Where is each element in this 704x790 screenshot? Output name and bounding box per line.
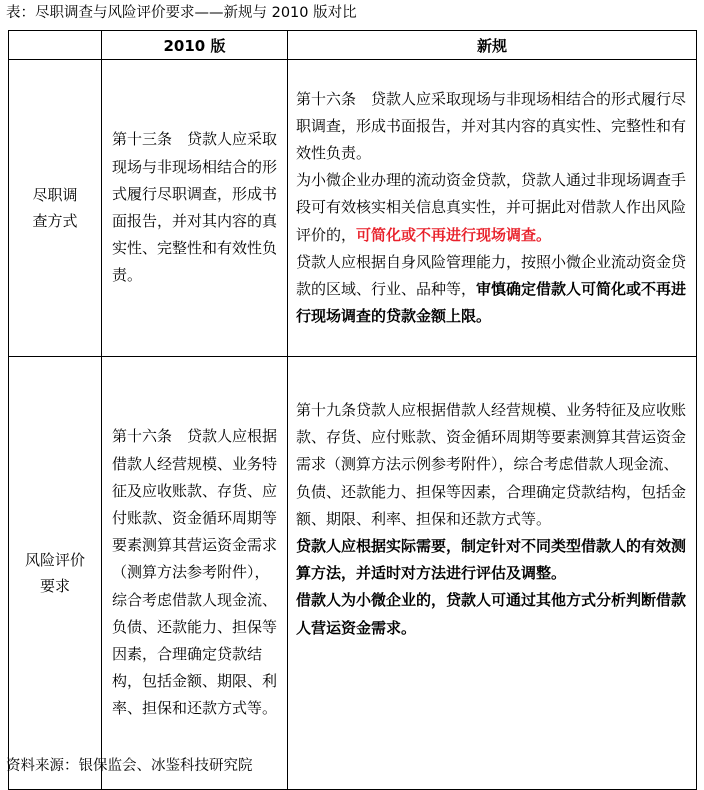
table-caption: 表：尽职调查与风险评价要求——新规与 2010 版对比 [6, 5, 357, 21]
row-label-text: 尽职调查方式 [32, 186, 78, 230]
new-rule-paragraph [296, 249, 690, 331]
row-label-text: 风险评价要求 [24, 551, 85, 595]
old-rule-cell [102, 60, 288, 357]
highlight-bold-paragraph: 贷款人应根据实际需要，制定针对不同类型借款人的有效测算方法，并适时对方法进行评估及调整。 [296, 537, 687, 583]
new-rule-cell [288, 357, 697, 790]
new-rule-paragraph: 第十六条 贷款人应采取现场与非现场相结合的形式履行尽职调查，形成书面报告，并对其内容的真实性、完整性和有效性负责。 [296, 89, 687, 162]
new-rule-paragraph: 第十九条贷款人应根据借款人经营规模、业务特征及应收账款、存货、应付账款、资金循环周期等要素测算其营运资金需求（测算方法示例参考附件），综合考虑借款人现金流、负债、还款能力、担保等因素，合理确定贷款结构，包括金额、期限、利率、担保和还款方式等。 [296, 401, 687, 528]
header-empty [9, 31, 102, 60]
old-rule-text: 第十三条 贷款人应采取现场与非现场相结合的形式履行尽职调查，形成书面报告，并对其内容的真实性、完整性和有效性负责。 [112, 130, 278, 285]
new-rule-paragraph [296, 167, 690, 249]
new-rule-text: 贷款人应根据自身风险管理能力，按照小微企业流动资金贷款的区域、行业、品种等， [296, 252, 687, 298]
old-rule-text: 第十六条 贷款人应根据借款人经营规模、业务特征及应收账款、存货、应付账款、资金循环周期等要素测算其营运资金需求（测算方法参考附件），综合考虑借款人现金流、负债、还款能力、担保等因素，合理确定贷款结构，包括金额、期限、利率、担保和还款方式等。 [112, 427, 278, 718]
old-rule-cell [102, 357, 288, 790]
row-label-due-diligence [9, 60, 102, 357]
highlight-bold-paragraph: 借款人为小微企业的，贷款人可通过其他方式分析判断借款人营运资金需求。 [296, 591, 687, 637]
header-2010: 2010 版 [102, 31, 288, 60]
comparison-table [8, 30, 697, 790]
header-new: 新规 [288, 31, 697, 60]
table-header-row [9, 31, 697, 60]
table-row [9, 60, 697, 357]
source-note: 资料来源：银保监会、冰鉴科技研究院 [6, 758, 253, 774]
row-label-risk-evaluation [9, 357, 102, 790]
highlight-red-text: 可简化或不再进行现场调查。 [356, 225, 552, 244]
new-rule-cell [288, 60, 697, 357]
table-row [9, 357, 697, 790]
new-rule-text: 为小微企业办理的流动资金贷款，贷款人通过非现场调查手段可有效核实相关信息真实性，并可据此对借款人作出风险评价的， [296, 171, 687, 244]
highlight-bold-text: 审慎确定借款人可简化或不再进行现场调查的贷款金额上限。 [296, 280, 687, 326]
